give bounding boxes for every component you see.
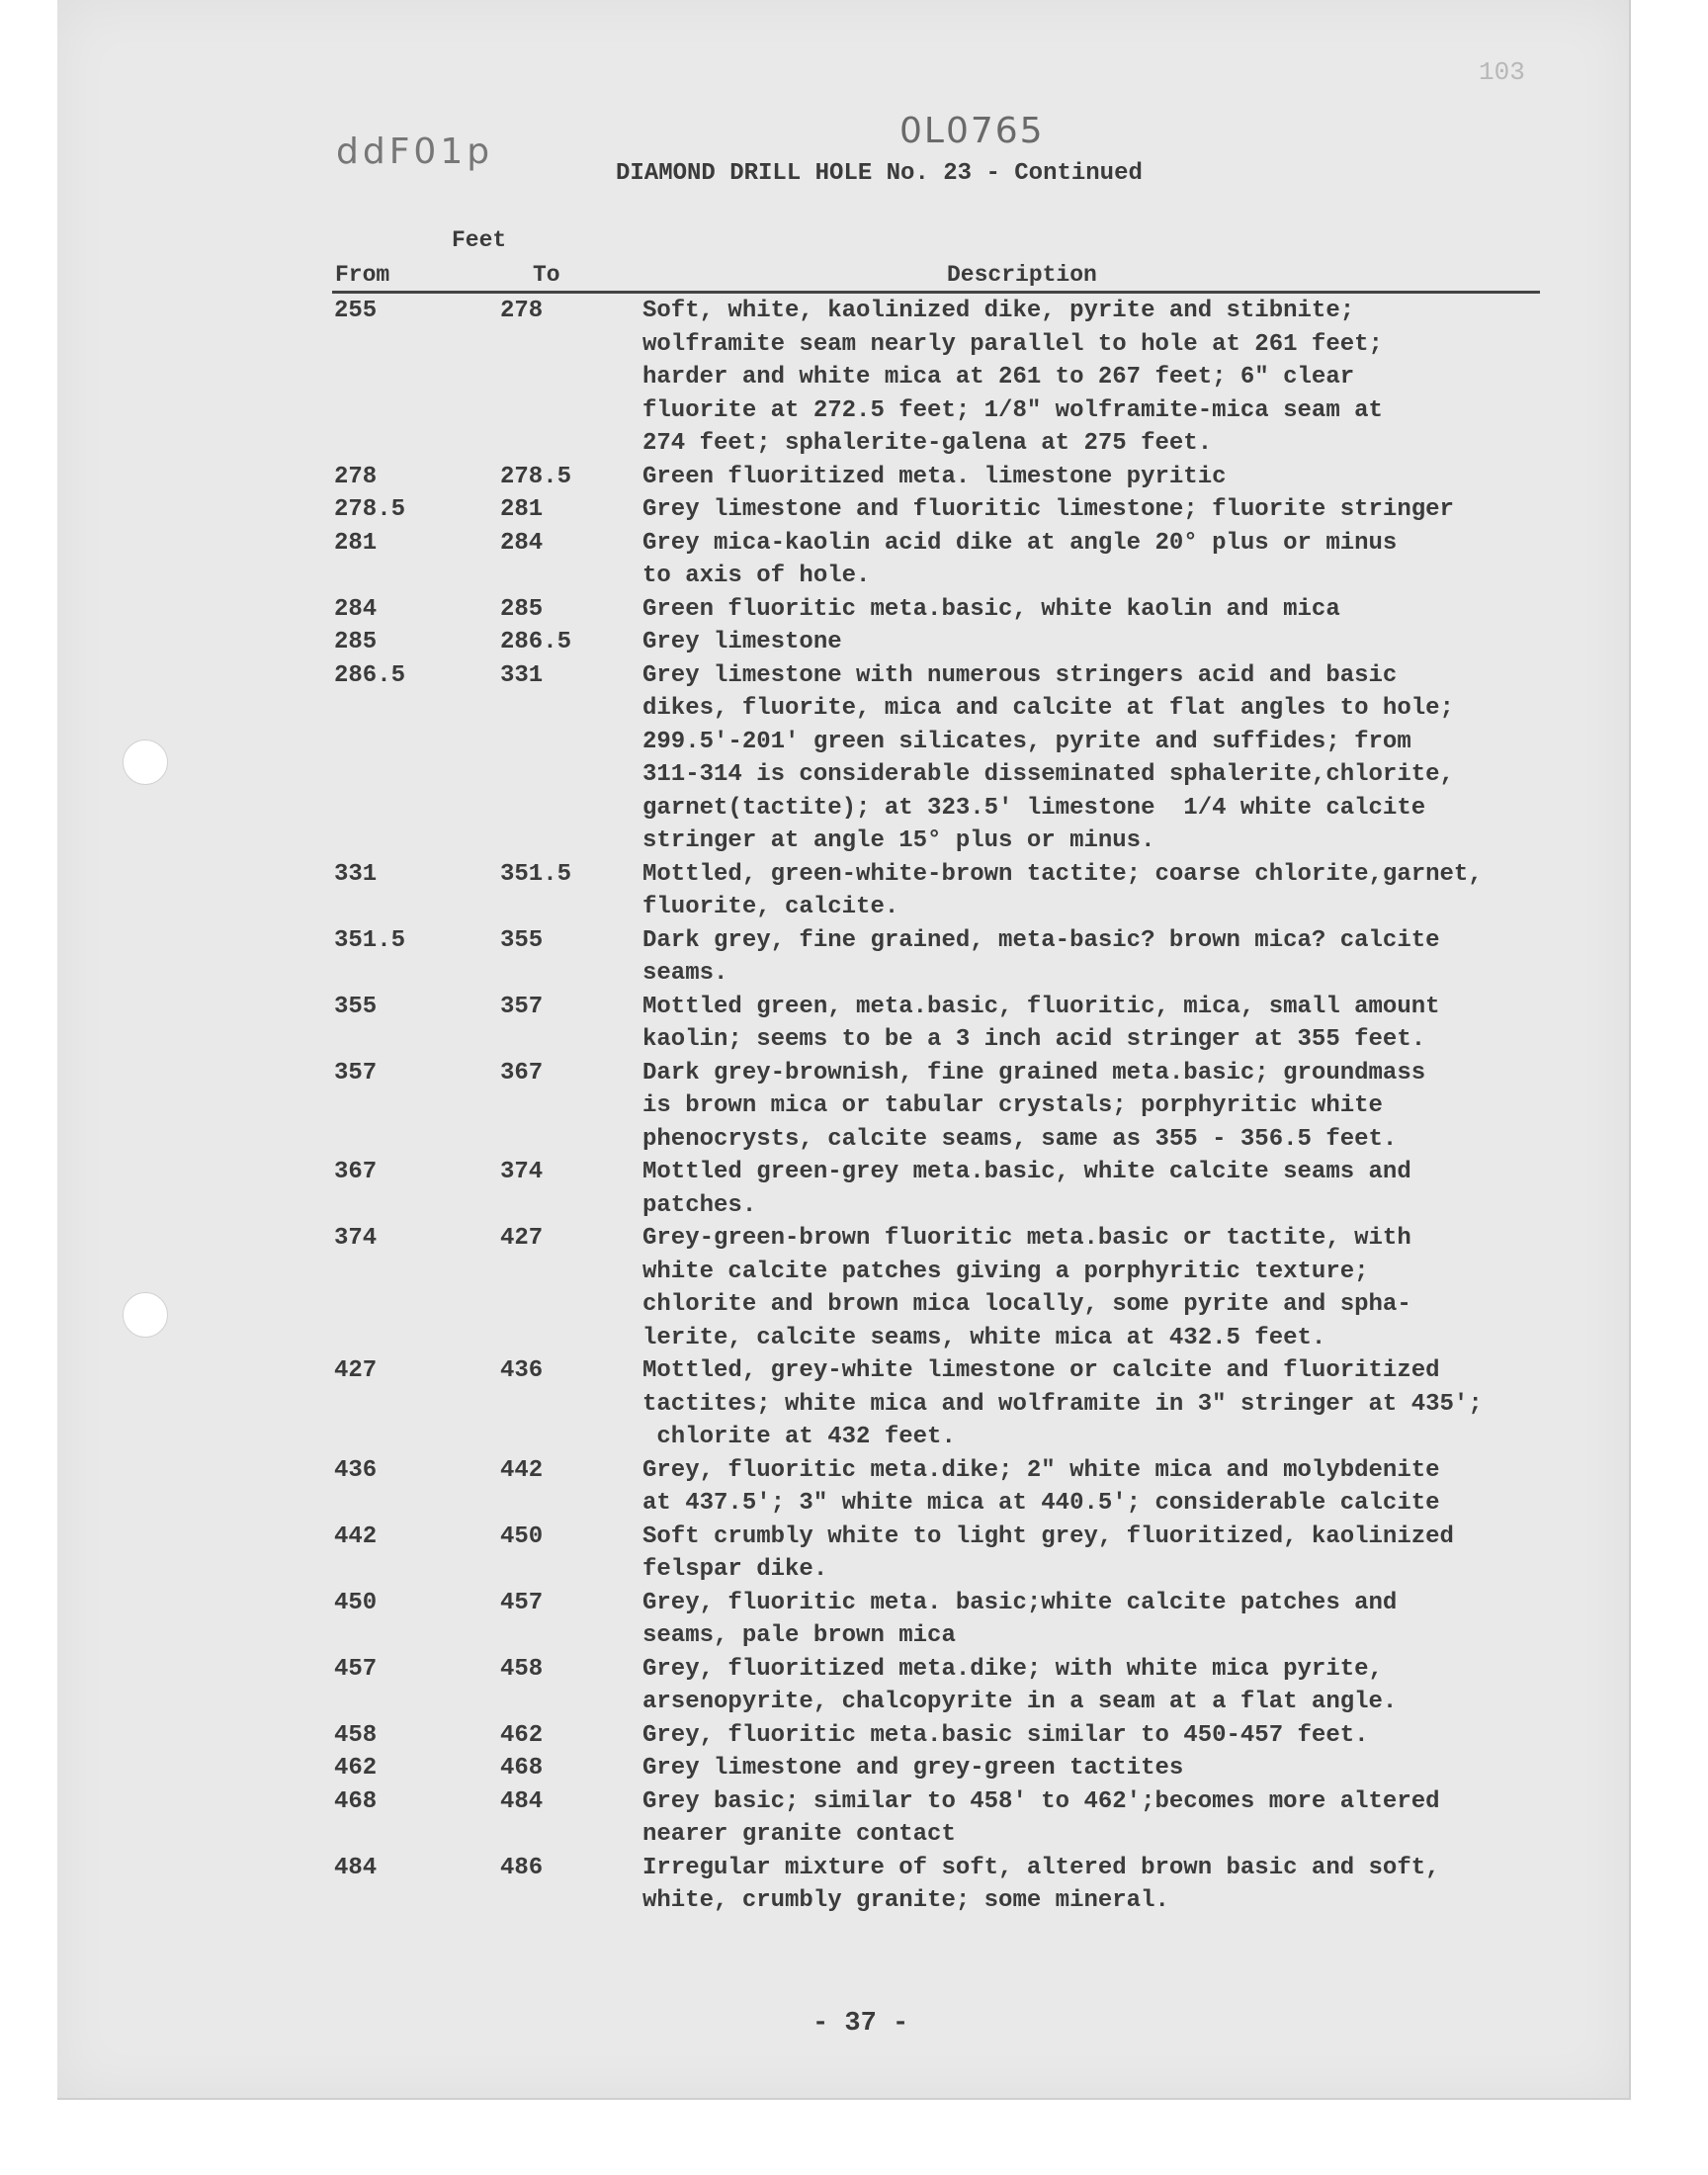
from-depth-cell: 484 xyxy=(334,1854,378,1881)
from-depth-cell: 331 xyxy=(334,860,378,888)
description-cell: Grey, fluoritic meta.dike; 2" white mica and molybdenite at 437.5'; 3" white mica at 440.5'; considerable calcite xyxy=(642,1456,1440,1517)
to-depth-cell: 285 xyxy=(500,595,544,623)
description-cell: Grey mica-kaolin acid dike at angle 20° plus or minus to axis of hole. xyxy=(642,529,1398,589)
table-row xyxy=(334,991,1619,1057)
table-row xyxy=(334,1785,1619,1852)
to-depth-cell: 367 xyxy=(500,1059,544,1087)
from-depth-cell: 285 xyxy=(334,629,378,655)
punch-hole xyxy=(123,1292,168,1338)
to-depth-cell: 281 xyxy=(500,496,544,523)
from-depth-cell: 457 xyxy=(334,1655,378,1683)
corner-page-number: 103 xyxy=(1479,57,1525,87)
to-depth-cell: 357 xyxy=(500,993,544,1020)
to-depth-cell: 468 xyxy=(500,1755,544,1782)
to-depth-cell: 442 xyxy=(500,1456,544,1484)
table-row xyxy=(334,1057,1619,1157)
from-depth-cell: 284 xyxy=(334,595,378,623)
to-depth-cell: 278.5 xyxy=(500,463,572,490)
description-cell: Mottled, green-white-brown tactite; coarse chlorite,garnet, fluorite, calcite. xyxy=(642,860,1483,920)
to-depth-cell: 284 xyxy=(500,529,544,557)
description-cell: Mottled green, meta.basic, fluoritic, mica, small amount kaolin; seems to be a 3 inch acid stringer at 355 feet. xyxy=(642,993,1440,1053)
drill-log-table xyxy=(334,295,1619,1918)
from-column-heading: From xyxy=(335,262,390,288)
from-depth-cell: 450 xyxy=(334,1589,378,1616)
to-depth-cell: 374 xyxy=(500,1159,544,1185)
description-cell: Soft crumbly white to light grey, fluoritized, kaolinized felspar dike. xyxy=(642,1522,1454,1583)
to-depth-cell: 486 xyxy=(500,1854,544,1881)
description-cell: Grey basic; similar to 458' to 462';becomes more altered nearer granite contact xyxy=(642,1787,1440,1848)
description-cell: Green fluoritic meta.basic, white kaolin and mica xyxy=(642,595,1340,623)
to-depth-cell: 462 xyxy=(500,1721,544,1749)
description-cell: Grey limestone xyxy=(642,629,842,655)
description-cell: Dark grey-brownish, fine grained meta.basic; groundmass is brown mica or tabular crystals; porphyritic white phenocrysts, calcite seams, same as 355 - 356.5 feet. xyxy=(642,1059,1426,1153)
description-cell: Grey limestone and grey-green tactites xyxy=(642,1755,1184,1782)
feet-heading: Feet xyxy=(452,227,507,253)
description-cell: Grey, fluoritized meta.dike; with white mica pyrite, arsenopyrite, chalcopyrite in a seam at a flat angle. xyxy=(642,1655,1398,1715)
from-depth-cell: 442 xyxy=(334,1522,378,1550)
table-row xyxy=(334,527,1619,593)
to-depth-cell: 355 xyxy=(500,926,544,954)
from-depth-cell: 458 xyxy=(334,1721,378,1749)
to-depth-cell: 286.5 xyxy=(500,629,572,655)
description-cell: Grey limestone and fluoritic limestone; fluorite stringer xyxy=(642,496,1454,523)
table-row xyxy=(334,1852,1619,1918)
table-row xyxy=(334,924,1619,991)
from-depth-cell: 281 xyxy=(334,529,378,557)
from-depth-cell: 462 xyxy=(334,1755,378,1782)
from-depth-cell: 351.5 xyxy=(334,926,406,954)
table-row xyxy=(334,1156,1619,1222)
from-depth-cell: 278 xyxy=(334,463,378,490)
header-rule xyxy=(332,291,1540,294)
description-cell: Mottled green-grey meta.basic, white calcite seams and patches. xyxy=(642,1159,1411,1219)
to-depth-cell: 436 xyxy=(500,1357,544,1384)
description-cell: Irregular mixture of soft, altered brown basic and soft, white, crumbly granite; some mineral. xyxy=(642,1854,1440,1914)
to-depth-cell: 484 xyxy=(500,1787,544,1815)
from-depth-cell: 374 xyxy=(334,1225,378,1252)
from-depth-cell: 255 xyxy=(334,298,378,324)
from-depth-cell: 286.5 xyxy=(334,661,406,689)
from-depth-cell: 278.5 xyxy=(334,496,406,523)
table-row xyxy=(334,295,1619,461)
table-row xyxy=(334,593,1619,627)
description-column-heading: Description xyxy=(947,262,1097,288)
description-cell: Grey, fluoritic meta. basic;white calcite patches and seams, pale brown mica xyxy=(642,1589,1398,1649)
description-cell: Grey, fluoritic meta.basic similar to 450-457 feet. xyxy=(642,1721,1369,1749)
table-row xyxy=(334,1719,1619,1753)
to-column-heading: To xyxy=(533,262,560,288)
description-cell: Soft, white, kaolinized dike, pyrite and stibnite; wolframite seam nearly parallel to hole at 261 feet; harder and white mica at 261 to 267 feet; 6" clear fluorite at 272.5 feet; 1/8" wolframite-mica seam at 274 feet; sphalerite-galena at 275 feet. xyxy=(642,298,1383,457)
from-depth-cell: 427 xyxy=(334,1357,378,1384)
table-row xyxy=(334,1521,1619,1587)
table-row xyxy=(334,1752,1619,1785)
table-row xyxy=(334,1653,1619,1719)
table-row xyxy=(334,1354,1619,1454)
handwritten-hole-number: 0L0765 xyxy=(899,111,1045,151)
handwritten-number: ddF01p xyxy=(336,131,494,172)
table-row xyxy=(334,1454,1619,1521)
table-row xyxy=(334,659,1619,858)
from-depth-cell: 357 xyxy=(334,1059,378,1087)
from-depth-cell: 367 xyxy=(334,1159,378,1185)
page-number: - 37 - xyxy=(812,2009,909,2039)
from-depth-cell: 436 xyxy=(334,1456,378,1484)
description-cell: Mottled, grey-white limestone or calcite and fluoritized tactites; white mica and wolframite in 3" stringer at 435'; chlorite at 432 feet. xyxy=(642,1357,1483,1450)
description-cell: Dark grey, fine grained, meta-basic? brown mica? calcite seams. xyxy=(642,926,1440,987)
to-depth-cell: 450 xyxy=(500,1522,544,1550)
to-depth-cell: 351.5 xyxy=(500,860,572,888)
to-depth-cell: 457 xyxy=(500,1589,544,1616)
table-row xyxy=(334,1587,1619,1653)
from-depth-cell: 468 xyxy=(334,1787,378,1815)
table-row xyxy=(334,626,1619,659)
table-row xyxy=(334,493,1619,527)
description-cell: Grey limestone with numerous stringers acid and basic dikes, fluorite, mica and calcite at flat angles to hole; 299.5'-201' green silicates, pyrite and suffides; from 311-314 is considerable disseminated sphalerite,chlorite, garnet(tactite); at 323.5' limestone 1/4 white calcite stringer at angle 15° plus or minus. xyxy=(642,661,1454,854)
page-title: DIAMOND DRILL HOLE No. 23 - Continued xyxy=(616,160,1143,187)
to-depth-cell: 458 xyxy=(500,1655,544,1683)
to-depth-cell: 331 xyxy=(500,661,544,689)
to-depth-cell: 427 xyxy=(500,1225,544,1252)
table-row xyxy=(334,1222,1619,1354)
table-row xyxy=(334,858,1619,924)
description-cell: Green fluoritized meta. limestone pyritic xyxy=(642,463,1227,490)
punch-hole xyxy=(123,740,168,785)
description-cell: Grey-green-brown fluoritic meta.basic or tactite, with white calcite patches giving a porphyritic texture; chlorite and brown mica locally, some pyrite and spha- lerite, calcite seams, white mica at 432.5 feet. xyxy=(642,1225,1411,1351)
table-row xyxy=(334,461,1619,494)
from-depth-cell: 355 xyxy=(334,993,378,1020)
to-depth-cell: 278 xyxy=(500,298,544,324)
